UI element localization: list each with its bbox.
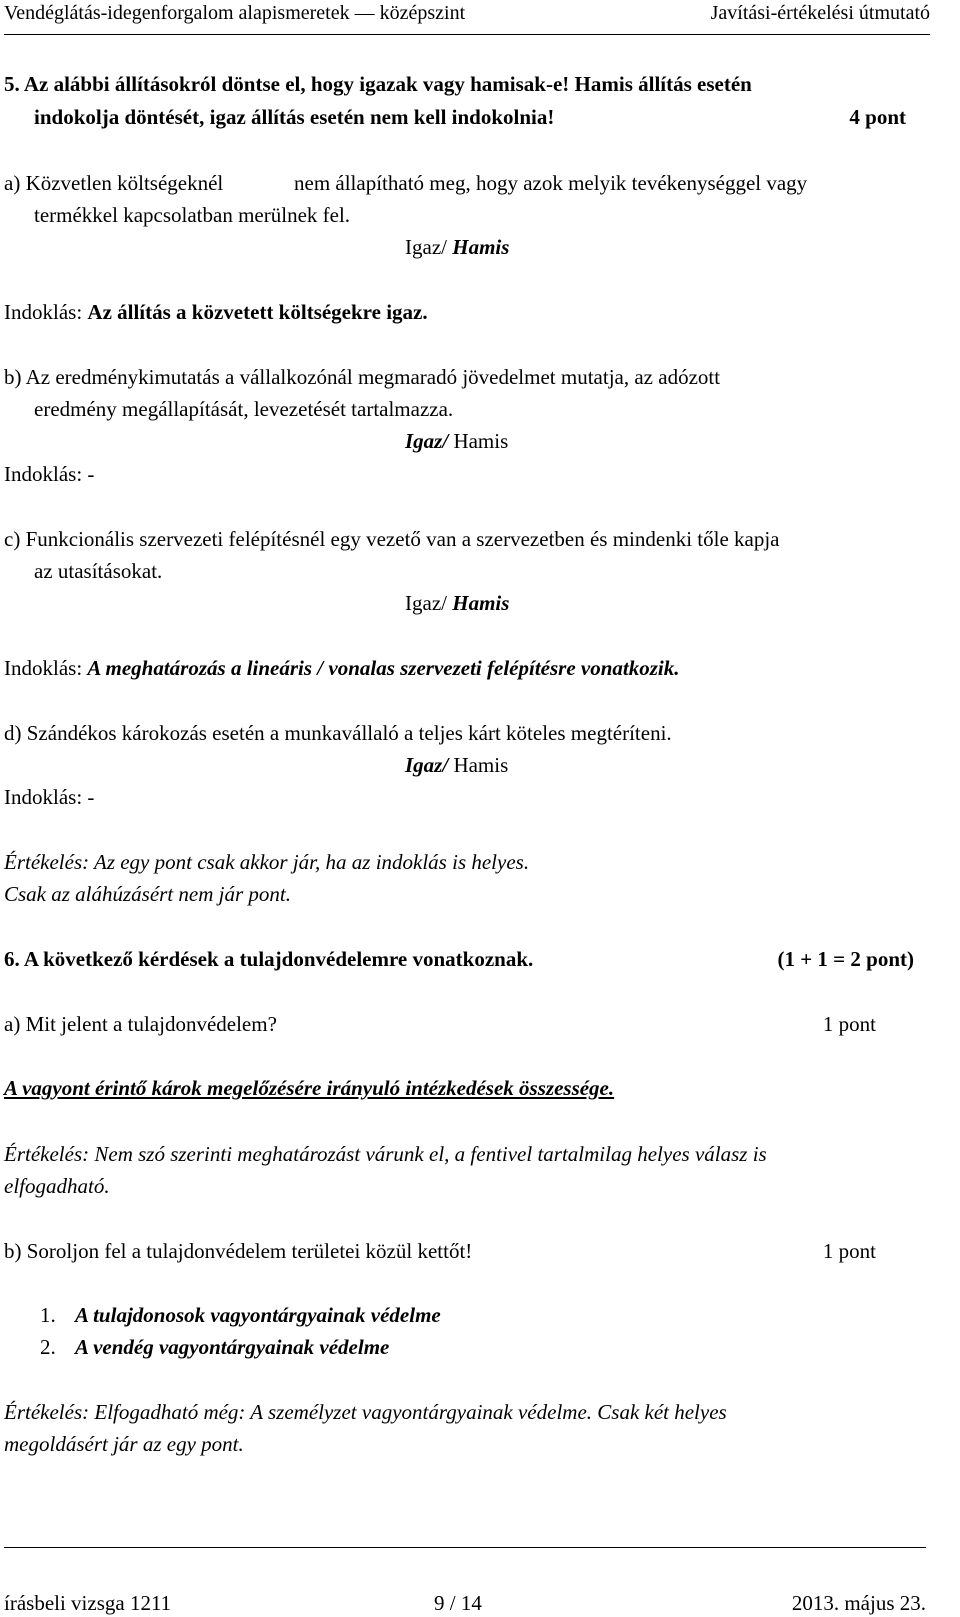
page-number: 9 / 14 [434,1591,482,1615]
igaz-option: Igaz/ [405,591,447,615]
hamis-option: Hamis [448,429,509,453]
q6-title: 6. A következő kérdések a tulajdonvédelemre vonatkoznak. (1 + 1 = 2 pont) [4,947,914,971]
hamis-option: Hamis [448,753,509,777]
header-left: Vendéglátás-idegenforgalom alapismeretek — középszint [4,2,466,24]
igaz-option: Igaz/ [405,235,447,259]
q5-b-answer [405,428,508,454]
q5-b-line1: b) Az eredménykimutatás a vállalkozónál megmaradó jövedelmet mutatja, az adózott [4,365,721,389]
q5-c-line2: az utasításokat. [34,559,163,583]
q5-eval-line2: Csak az aláhúzásért nem jár pont. [4,882,292,906]
q5-eval-line1: Értékelés: Az egy pont csak akkor jár, ha az indoklás is helyes. [4,850,530,874]
q5-a-line1: a) Közvetlen költségeknél nem állapítható meg, hogy azok melyik tevékenységgel vagy [4,171,808,195]
hamis-option-selected: Hamis [446,591,510,615]
q6-b-eval-line2: megoldásért jár az egy pont. [4,1432,244,1456]
q5-c-line1: c) Funkcionális szervezeti felépítésnél egy vezető van a szervezetben és mindenki tőle kapja [4,527,780,551]
q5-d-line1: d) Szándékos károkozás esetén a munkavállaló a teljes kárt köteles megtéríteni. [4,721,672,745]
q6-a-question: a) Mit jelent a tulajdonvédelem? 1 pont [4,1012,876,1036]
q6-a-eval-line2: elfogadható. [4,1174,110,1198]
footer-date: 2013. május 23. [791,1591,926,1615]
q5-a-line2: termékkel kapcsolatban merülnek fel. [34,203,351,227]
q5-title-line1: 5. Az alábbi állításokról döntse el, hogy igazak vagy hamisak-e! Hamis állítás esetén [4,72,752,96]
list-item: 2. A vendég vagyontárgyainak védelme [40,1335,390,1359]
list-item: 1. A tulajdonosok vagyontárgyainak védelme [40,1303,441,1327]
q6-points: (1 + 1 = 2 pont) [777,947,914,971]
q5-title-line2: indokolja döntését, igaz állítás esetén nem kell indokolnia! 4 pont [34,105,906,129]
igaz-option-selected: Igaz/ [405,429,449,453]
q5-d-answer [405,752,508,778]
q6-b-eval-line1: Értékelés: Elfogadható még: A személyzet vagyontárgyainak védelme. Csak két helyes [4,1400,727,1424]
q6-b-question: b) Soroljon fel a tulajdonvédelem területei közül kettőt! 1 pont [4,1239,876,1263]
q5-b-reason: Indoklás: - [4,462,95,486]
q5-a-answer [405,234,509,260]
q5-c-answer [405,590,509,616]
q5-c-reason: Indoklás: A meghatározás a lineáris / vonalas szervezeti felépítésre vonatkozik. [4,656,680,680]
q6-a-answer: A vagyont érintő károk megelőzésére irányuló intézkedések összessége. [4,1076,615,1100]
page-header [4,0,930,35]
header-right: Javítási-értékelési útmutató [710,2,930,24]
hamis-option-selected: Hamis [446,235,510,259]
q5-a-reason: Indoklás: Az állítás a közvetett költségekre igaz. [4,300,428,324]
q5-b-line2: eredmény megállapítását, levezetését tartalmazza. [34,397,454,421]
q6-a-points: 1 pont [822,1012,876,1036]
footer-divider [4,1547,926,1548]
q5-d-reason: Indoklás: - [4,785,95,809]
igaz-option-selected: Igaz/ [405,753,449,777]
q6-a-eval-line1: Értékelés: Nem szó szerinti meghatározást várunk el, a fentivel tartalmilag helyes válasz is [4,1142,767,1166]
footer-left: írásbeli vizsga 1211 [4,1591,172,1615]
q5-points: 4 pont [849,105,906,129]
q6-b-points: 1 pont [822,1239,876,1263]
